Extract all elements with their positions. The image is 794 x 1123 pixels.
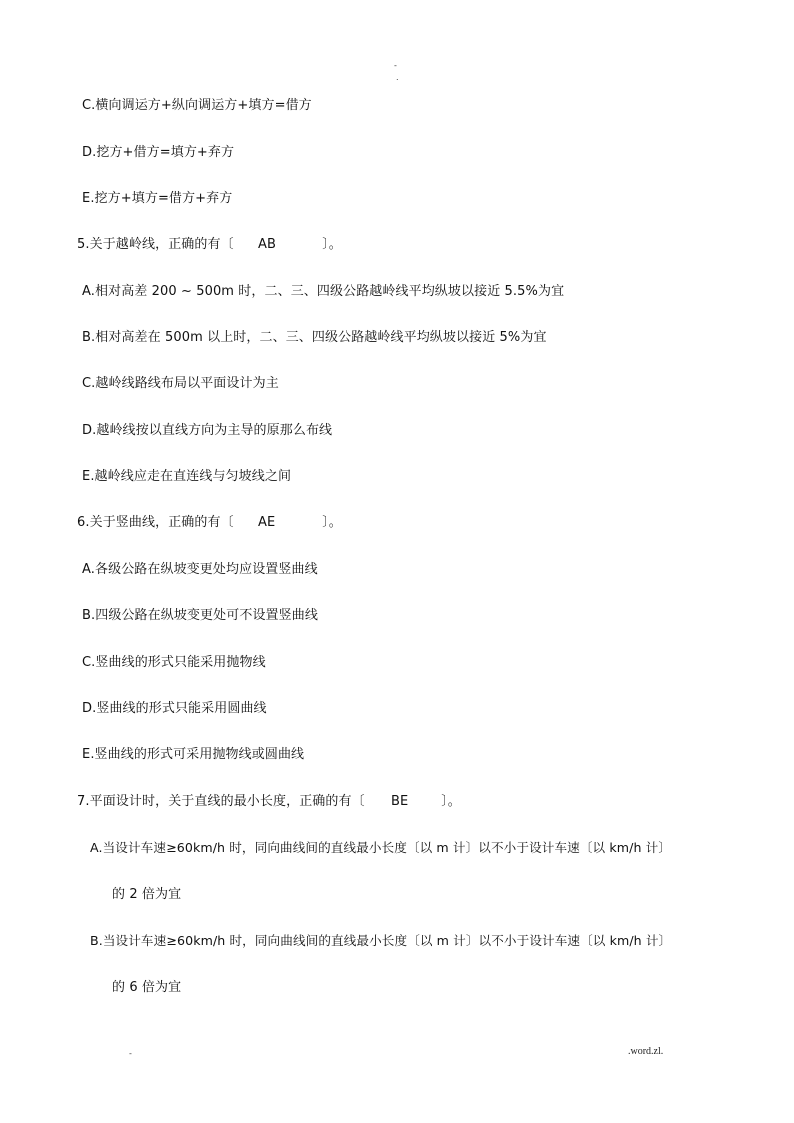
q7-option-b-line2: 的 6 倍为宜 [112, 980, 182, 995]
q6-option-e: E.竖曲线的形式可采用抛物线或圆曲线 [82, 747, 305, 762]
q6-stem-prefix: 6.关于竖曲线，正确的有〔 [77, 515, 234, 530]
q5-option-e: E.越岭线应走在直连线与匀坡线之间 [82, 469, 292, 484]
q7-option-b-line1: B.当设计车速≥60km/h 时，同向曲线间的直线最小长度〔以 m 计〕以不小于设计车速〔以 km/h 计〕 [90, 933, 672, 948]
q7-answer: BE [390, 794, 409, 809]
footer-left-mark: - [129, 1049, 132, 1058]
q5-option-a: A.相对高差 200 ~ 500m 时，二、三、四级公路越岭线平均纵坡以接近 5.5%为宜 [82, 284, 565, 299]
q7-stem-suffix: 〕。 [441, 794, 461, 809]
q6-option-b: B.四级公路在纵坡变更处可不设置竖曲线 [82, 608, 318, 623]
q5-option-d: D.越岭线按以直线方向为主导的原那么布线 [82, 423, 333, 438]
q6-stem-suffix: 〕。 [322, 515, 342, 530]
q6-option-d: D.竖曲线的形式只能采用圆曲线 [82, 701, 267, 716]
q7-option-a-line2: 的 2 倍为宜 [112, 887, 182, 902]
q5-option-b: B.相对高差在 500m 以上时，二、三、四级公路越岭线平均纵坡以接近 5%为宜 [82, 330, 547, 345]
q6-option-c: C.竖曲线的形式只能采用抛物线 [82, 655, 266, 670]
q6-option-a: A.各级公路在纵坡变更处均应设置竖曲线 [82, 562, 318, 577]
q5-stem [77, 237, 342, 253]
q6-stem [77, 515, 342, 531]
q4-option-d: D.挖方+借方=填方+弃方 [82, 145, 235, 160]
header-mark-bottom: . [396, 73, 399, 82]
q7-stem-prefix: 7.平面设计时，关于直线的最小长度，正确的有〔 [77, 794, 365, 809]
q5-answer: AB [257, 237, 276, 252]
q7-stem [77, 794, 461, 810]
footer-right-text: .word.zl. [628, 1046, 664, 1057]
header-mark-top: - [394, 61, 397, 70]
q7-option-a-line1: A.当设计车速≥60km/h 时，同向曲线间的直线最小长度〔以 m 计〕以不小于设计车速〔以 km/h 计〕 [90, 840, 672, 855]
q5-option-c: C.越岭线路线布局以平面设计为主 [82, 376, 279, 391]
q6-answer: AE [257, 515, 276, 530]
q4-option-e: E.挖方+填方=借方+弃方 [82, 191, 233, 206]
q5-stem-prefix: 5.关于越岭线，正确的有〔 [77, 237, 234, 252]
q5-stem-suffix: 〕。 [322, 237, 342, 252]
q4-option-c: C.横向调运方+纵向调运方+填方=借方 [82, 98, 312, 113]
